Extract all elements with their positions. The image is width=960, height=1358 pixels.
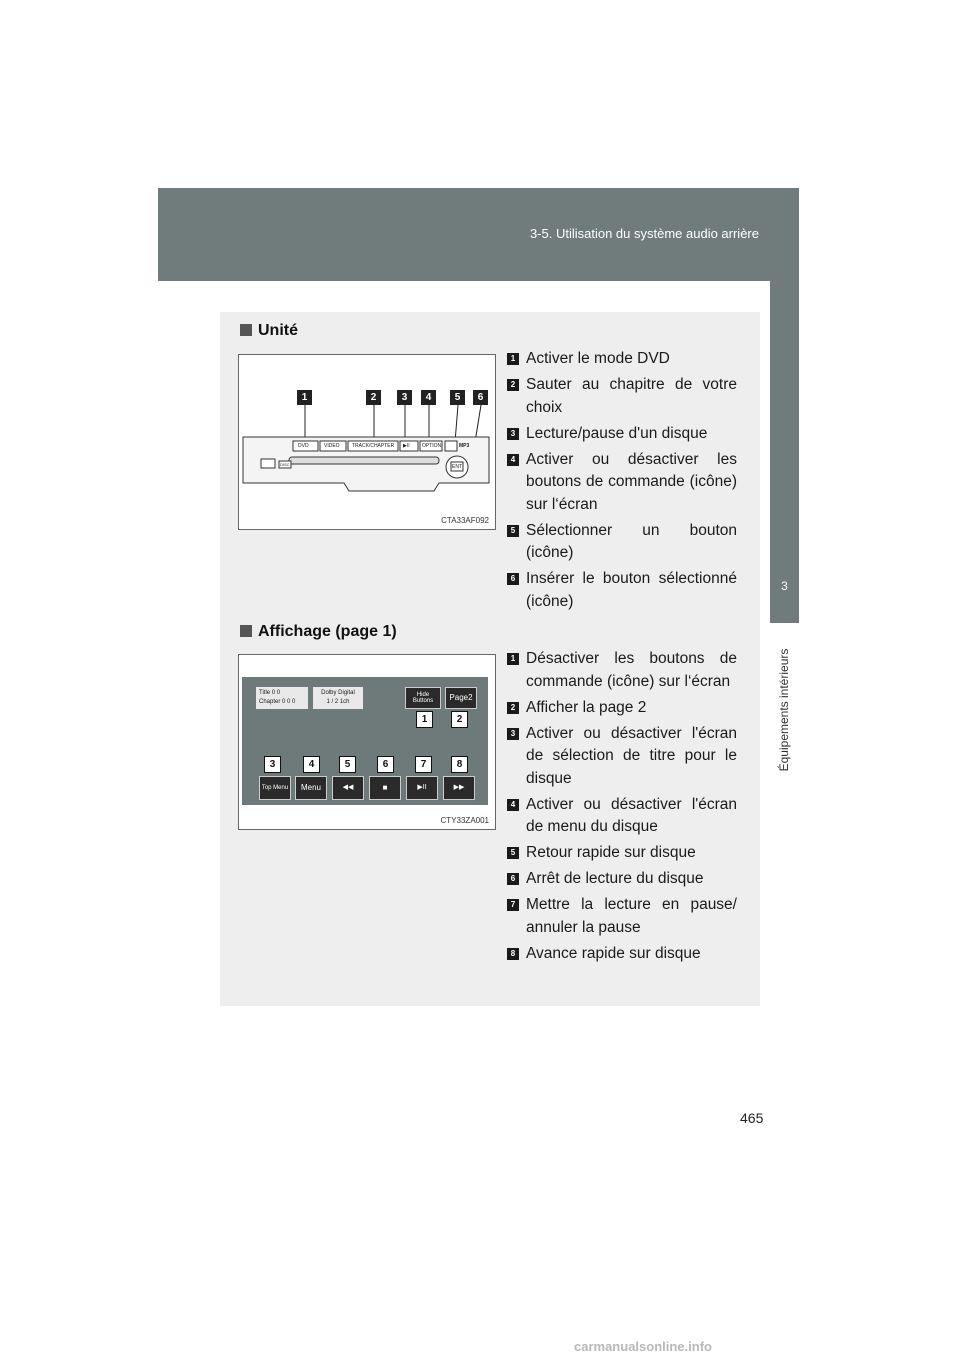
display-figure-code: CTY33ZA001 [440, 816, 489, 825]
unit-item-list [507, 348, 737, 617]
item-text: Activer ou désactiver les boutons de commande (icône) sur l‘écran [526, 450, 737, 513]
list-item [507, 723, 737, 791]
audio-channels: 1 / 2 1ch [326, 699, 350, 705]
unit-heading [240, 322, 298, 340]
item-number: 8 [507, 948, 519, 960]
device-video-label: VIDEO [324, 443, 340, 449]
dvd-unit-drawing [239, 355, 495, 529]
section-title: 3-5. Utilisation du système audio arrière [529, 226, 759, 241]
item-text: Lecture/pause d'un disque [526, 424, 708, 442]
item-text: Afficher la page 2 [526, 698, 647, 716]
item-text: Insérer le bouton sélectionné (icône) [526, 570, 737, 610]
display-figure [238, 654, 496, 830]
device-dvd-label: DVD [298, 443, 309, 449]
list-item [507, 568, 737, 613]
item-number: 6 [507, 573, 519, 585]
display-item-list [507, 648, 737, 969]
item-text: Activer le mode DVD [526, 350, 670, 367]
list-item [507, 423, 737, 446]
list-item [507, 868, 737, 891]
callout-4: 4 [303, 756, 320, 773]
page-number: 465 [740, 1110, 764, 1126]
callout-6: 6 [377, 756, 394, 773]
callout-3: 3 [264, 756, 281, 773]
item-number: 2 [507, 379, 519, 391]
item-number: 4 [507, 454, 519, 466]
title-readout: Title 0 0 [259, 690, 281, 696]
callout-5: 5 [339, 756, 356, 773]
callout-1: 1 [297, 390, 312, 405]
item-number: 2 [507, 702, 519, 714]
list-item [507, 520, 737, 565]
device-track-label: TRACK/CHAPTER [352, 443, 395, 449]
display-heading [240, 623, 397, 641]
unit-heading-text: Unité [258, 322, 298, 339]
list-item [507, 374, 737, 419]
display-heading-text: Affichage (page 1) [258, 623, 397, 640]
list-item [507, 943, 737, 966]
callout-2: 2 [366, 390, 381, 405]
item-number: 7 [507, 899, 519, 911]
list-item [507, 842, 737, 865]
callout-7: 7 [415, 756, 432, 773]
item-text: Avance rapide sur disque [526, 944, 701, 962]
device-option-label: OPTION [422, 443, 442, 449]
square-bullet-icon [240, 625, 252, 637]
callout-6: 6 [473, 390, 488, 405]
list-item [507, 894, 737, 939]
item-text: Activer ou désactiver l'écran de sélection de titre pour le disque [526, 724, 737, 787]
item-text: Retour rapide sur disque [526, 844, 696, 861]
item-number: 5 [507, 525, 519, 537]
item-number: 3 [507, 428, 519, 440]
device-mp3-label: MP3 [459, 443, 470, 449]
list-item [507, 794, 737, 839]
audio-format: Dolby Digital [321, 690, 355, 696]
callout-5: 5 [450, 390, 465, 405]
callout-4: 4 [421, 390, 436, 405]
title-chapter-box [256, 687, 308, 709]
callout-8: 8 [451, 756, 468, 773]
item-number: 1 [507, 353, 519, 365]
menu-button[interactable]: Menu [295, 776, 327, 800]
hide-buttons-button[interactable]: Hide Buttons [405, 687, 441, 709]
item-text: Activer ou désactiver l'écran de menu du disque [526, 795, 737, 835]
chapter-tab: 3 [770, 550, 799, 623]
item-text: Sélectionner un bouton (icône) [526, 521, 737, 561]
fast-forward-button[interactable]: ▶▶ [443, 776, 475, 800]
list-item [507, 648, 737, 693]
square-bullet-icon [240, 324, 252, 336]
item-text: Mettre la lecture en pause/ annuler la pause [526, 896, 737, 936]
callout-3: 3 [397, 390, 412, 405]
list-item [507, 697, 737, 720]
chapter-readout: Chapter 0 0 0 [259, 699, 296, 705]
unit-figure [238, 354, 496, 530]
side-bar [770, 188, 799, 550]
top-menu-button[interactable]: Top Menu [259, 776, 291, 800]
item-number: 3 [507, 728, 519, 740]
device-ent-label: ENT [452, 464, 462, 470]
page2-button[interactable]: Page2 [445, 687, 477, 709]
section-header [158, 188, 799, 281]
device-play-label: ▶II [403, 443, 410, 449]
item-number: 6 [507, 873, 519, 885]
item-text: Arrêt de lecture du disque [526, 870, 704, 887]
rewind-button[interactable]: ◀◀ [332, 776, 364, 800]
footer-watermark[interactable]: carmanualsonline.info [574, 1339, 712, 1354]
list-item [507, 348, 737, 371]
callout-2: 2 [451, 711, 468, 728]
unit-figure-code: CTA33AF092 [441, 516, 489, 525]
play-pause-button[interactable]: ▶II [406, 776, 438, 800]
chapter-label: Équipements intérieurs [777, 648, 791, 772]
item-number: 4 [507, 799, 519, 811]
item-text: Désactiver les boutons de commande (icône) sur l‘écran [526, 650, 737, 690]
item-number: 1 [507, 653, 519, 665]
item-text: Sauter au chapitre de votre choix [526, 376, 737, 416]
device-disc-label: DISC [280, 462, 290, 467]
list-item [507, 449, 737, 517]
stop-button[interactable]: ■ [369, 776, 401, 800]
audio-format-box [313, 687, 363, 709]
item-number: 5 [507, 847, 519, 859]
callout-1: 1 [416, 711, 433, 728]
